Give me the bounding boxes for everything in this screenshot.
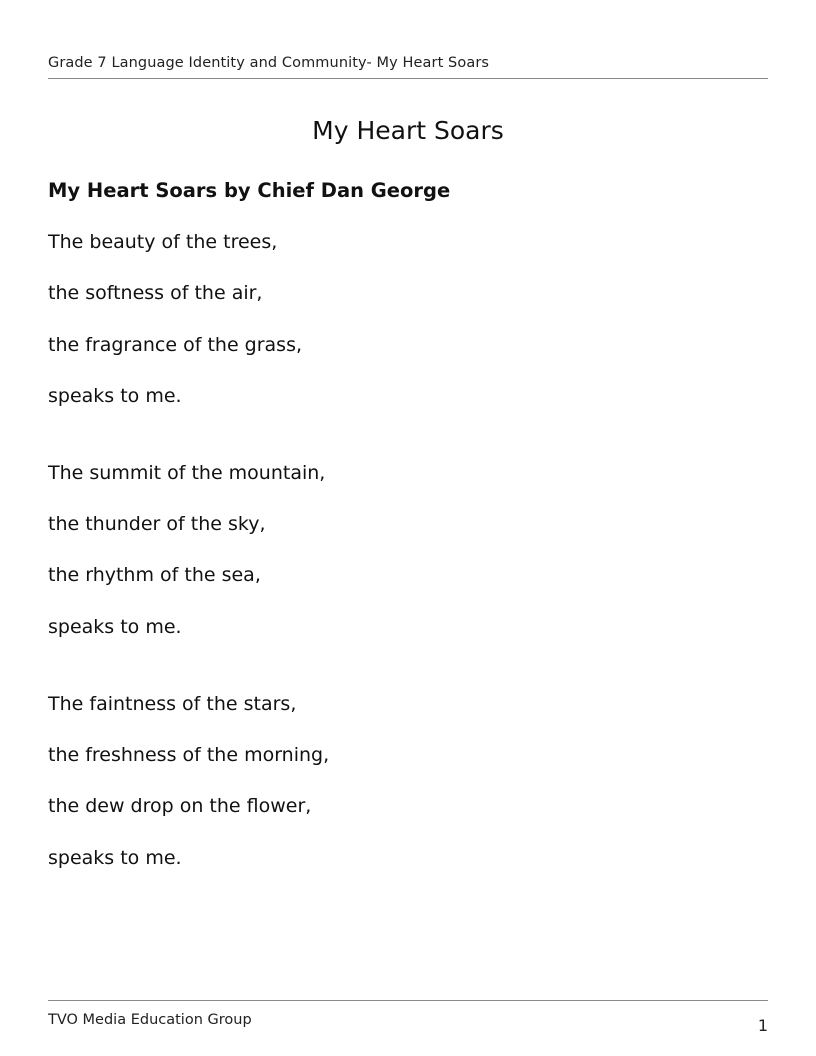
- poem-line: the softness of the air,: [48, 282, 263, 305]
- poem-line: The faintness of the stars,: [48, 692, 297, 715]
- poem-line: the dew drop on the flower,: [48, 795, 312, 818]
- poem-body: [48, 229, 768, 922]
- poem-line: the rhythm of the sea,: [48, 564, 261, 587]
- stanza-2: [48, 460, 768, 640]
- poem-line: the thunder of the sky,: [48, 513, 266, 536]
- stanza-3: [48, 691, 768, 871]
- poem-heading: My Heart Soars by Chief Dan George: [48, 179, 451, 202]
- header-text: Grade 7 Language Identity and Community- My Heart Soars: [48, 55, 490, 71]
- poem-line: The summit of the mountain,: [48, 461, 326, 484]
- stanza-1: [48, 229, 768, 409]
- poem-line: The beauty of the trees,: [48, 231, 278, 253]
- page-title: My Heart Soars: [312, 116, 504, 145]
- poem-line: the fragrance of the grass,: [48, 333, 303, 356]
- poem-line: speaks to me.: [48, 384, 182, 407]
- poem-line: speaks to me.: [48, 846, 182, 869]
- page-header: [48, 54, 768, 79]
- poem-line: the freshness of the morning,: [48, 744, 330, 767]
- poem-line: speaks to me.: [48, 615, 182, 638]
- page-number: 1: [757, 1016, 768, 1035]
- page-footer: [48, 1000, 768, 1041]
- footer-text: TVO Media Education Group: [48, 1012, 252, 1028]
